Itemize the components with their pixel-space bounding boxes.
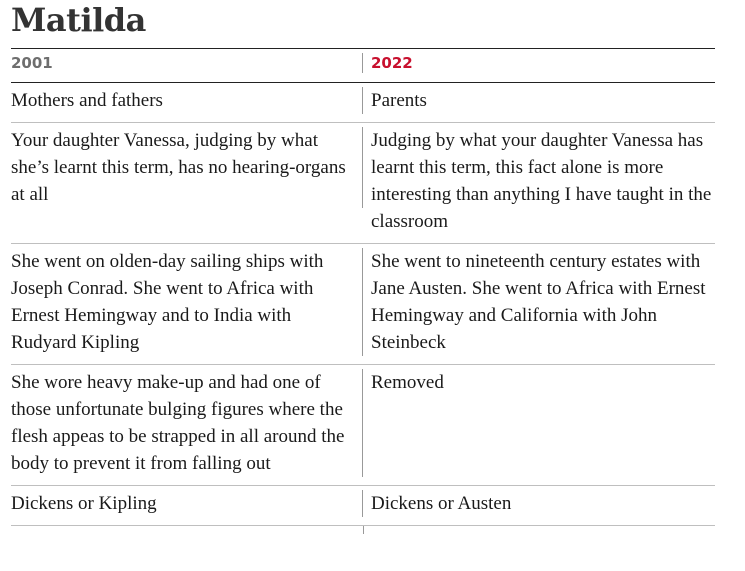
table-row bbox=[11, 365, 715, 486]
cell-2022: She went to nineteenth century estates with Jane Austen. She went to Africa with Ernest Hemingway and California with John Steinbeck bbox=[371, 251, 706, 353]
cell-2001: Your daughter Vanessa, judging by what she’s learnt this term, has no hearing-organs at all bbox=[11, 127, 363, 208]
column-divider-tail bbox=[11, 526, 364, 534]
table-row bbox=[11, 486, 715, 526]
cell-2001: She wore heavy make-up and had one of those unfortunate bulging figures where the flesh appeas to be strapped in all around the body to prevent it from falling out bbox=[11, 369, 363, 477]
comparison-article bbox=[11, 0, 715, 534]
cell-2001: She went on olden-day sailing ships with Joseph Conrad. She went to Africa with Ernest Hemingway and to India with Rudyard Kipling bbox=[11, 248, 363, 356]
table-row bbox=[11, 244, 715, 365]
column-header-2001: 2001 bbox=[11, 53, 363, 73]
table-row bbox=[11, 83, 715, 123]
cell-2022: Dickens or Austen bbox=[371, 493, 512, 514]
cell-2022: Judging by what your daughter Vanessa has learnt this term, this fact alone is more interesting than anything I have taught in the classroom bbox=[371, 130, 712, 232]
column-header-2022: 2022 bbox=[371, 54, 413, 72]
cell-2001: Mothers and fathers bbox=[11, 87, 363, 114]
cell-2022: Parents bbox=[371, 90, 427, 111]
page-title: Matilda bbox=[11, 1, 146, 39]
cell-2001: Dickens or Kipling bbox=[11, 490, 363, 517]
cell-2022: Removed bbox=[371, 372, 444, 393]
table-row bbox=[11, 123, 715, 244]
table-header bbox=[11, 49, 715, 83]
